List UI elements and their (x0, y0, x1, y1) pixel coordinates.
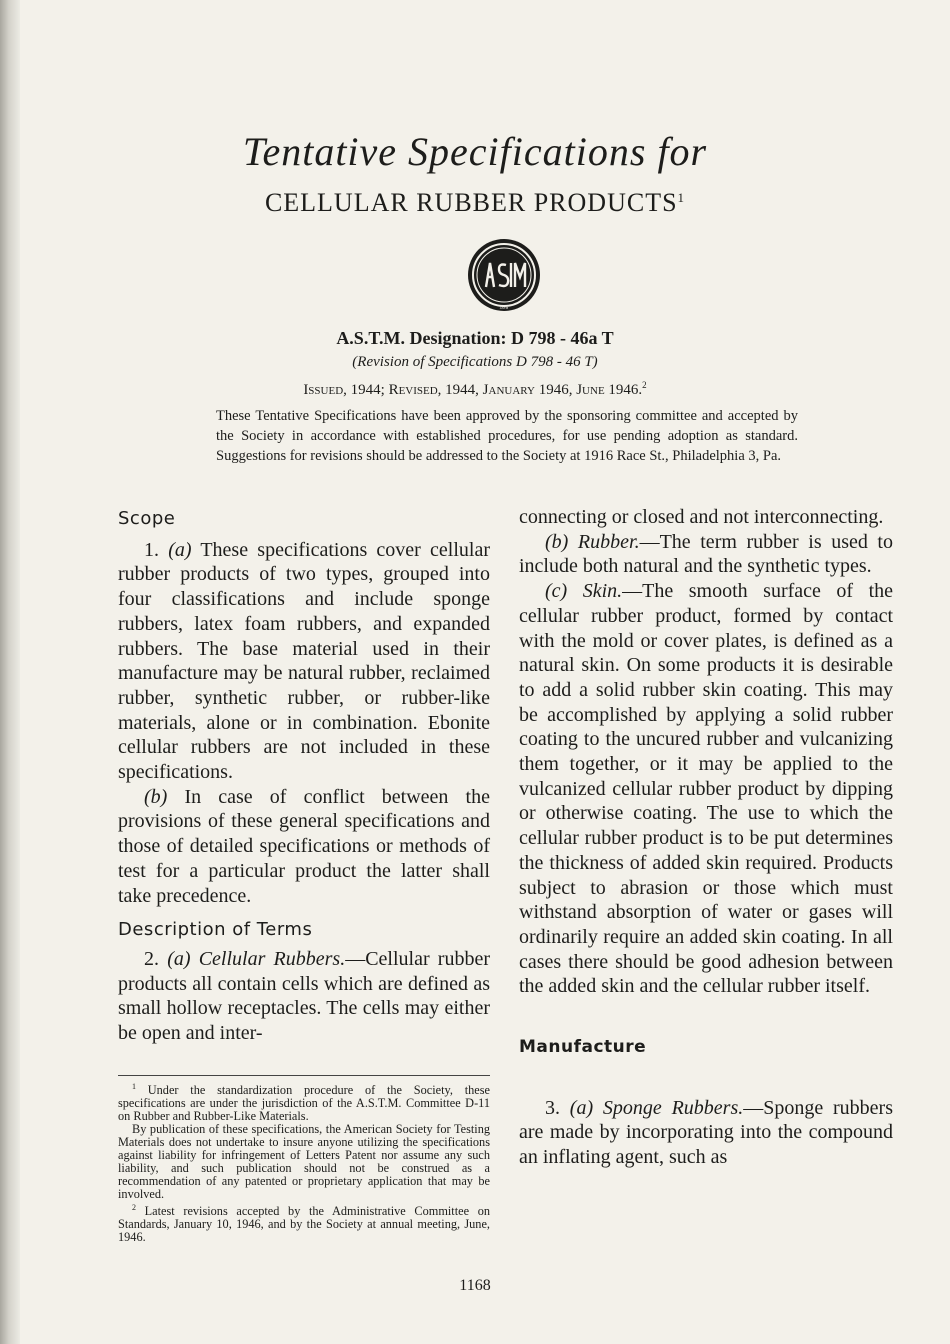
revision-note: (Revision of Specifications D 798 - 46 T) (352, 354, 598, 370)
issue-dates (0, 380, 950, 399)
item-letter: (b) (144, 785, 168, 808)
astm-logo-seal (466, 237, 542, 313)
term-name: Rubber. (568, 530, 640, 553)
scope-paragraph-b (118, 785, 490, 909)
manufacture-paragraph-a (519, 1096, 893, 1170)
section-number: 2. (144, 947, 168, 970)
scope-paragraph-a (118, 538, 490, 785)
paragraph-text: —Cellular rubber products all contain cells which are defined as small hollow receptacles. The cells may either be open and inter- (118, 947, 490, 1045)
footnote-mark: 1 (132, 1082, 136, 1091)
left-column (118, 507, 490, 1046)
footnote-2 (118, 1201, 490, 1244)
logo-text: ASTM (499, 306, 509, 310)
paragraph-text: These specifications cover cellular rubber products of two types, grouped into four classifications and include sponge rubbers, latex foam rubbers, and expanded rubbers. The base material used in their manufacture may be natural rubber, reclaimed rubber, synthetic rubber, or rubber-like materials, alone or in combination. Ebonite cellular rubbers are not included in these specifications. (118, 538, 490, 784)
terms-paragraph-a-continued: connecting or closed and not interconnecting. (519, 506, 884, 528)
right-column (519, 505, 893, 1170)
terms-heading: Description of Terms (118, 919, 313, 941)
subtitle-footnote-mark: 1 (677, 190, 686, 205)
footnote-1 (118, 1080, 490, 1123)
item-letter: (b) (545, 530, 569, 553)
item-letter: (a) (569, 1096, 594, 1119)
terms-paragraph-c (519, 579, 893, 999)
footnote-text: Latest revisions accepted by the Administrative Committee on Standards, January 10, 1946, and by the Society at annual meeting, June, 1946. (118, 1204, 490, 1245)
term-name: Cellular Rubbers. (190, 947, 346, 970)
astm-designation: A.S.T.M. Designation: D 798 - 46a T (336, 328, 614, 348)
issue-dates-text: Issued, 1944; Revised, 1944, January 1946, June 1946. (303, 382, 643, 398)
document-title: Tentative Specifications for (242, 129, 708, 174)
terms-paragraph-b (519, 530, 893, 579)
paragraph-text: —Sponge rubbers are made by incorporating into the compound an inflating agent, such as (519, 1096, 893, 1169)
term-name: Sponge Rubbers. (593, 1096, 744, 1119)
item-letter: (a) (168, 538, 192, 561)
scope-heading: Scope (118, 508, 176, 529)
subtitle-text: CELLULAR RUBBER PRODUCTS (264, 188, 678, 217)
paragraph-text: —The smooth surface of the cellular rubber product, formed by contact with the mold or cover plates, is defined as a natural skin. On some products it is desirable to add a solid rubber skin coating. This may be accomplished by applying a solid rubber coating to the uncured rubber and vulcanizing them together, or it may be applied to the vulcanized cellular rubber product by dipping or otherwise coating. The use to which the cellular rubber product is to be put determines the thickness of added skin required. Products subject to abrasion or those which must withstand absorption of water or gases will ordinarily require an added skin coating. In all cases there should be good adhesion between the added skin and the cellular rubber itself. (519, 580, 893, 998)
item-letter: (a) (167, 947, 191, 970)
footnote-1-continued (118, 1123, 490, 1201)
document-subtitle (0, 188, 950, 218)
manufacture-heading: Manufacture (519, 1037, 647, 1058)
page-number: 1168 (459, 1277, 491, 1294)
footnote-text: By publication of these specifications, the American Society for Testing Materials does not undertake to insure anyone utilizing the specifications against liability for infringement of Letters Patent nor assume any such liability, and such publication should not be construed as a recommendation of any patented or proprietary application that may be involved. (118, 1122, 490, 1202)
item-letter: (c) (545, 580, 568, 603)
term-name: Skin. (567, 580, 623, 603)
section-number: 1. (144, 538, 169, 561)
footnote-text: Under the standardization procedure of the Society, these specifications are under the jurisdiction of the A.S.T.M. Committee D-11 on Rubber and Rubber-Like Materials. (118, 1083, 490, 1124)
paragraph-text: —The term rubber is used to include both natural and the synthetic types. (519, 530, 893, 578)
approval-notice: These Tentative Specifications have been approved by the sponsoring committee and accepted by the Society in accordance with established procedures, for use pending adoption as standard. Suggestions for revisions should be addressed to the Society at 1916 Race St., Philadelphia 3, Pa. (216, 408, 798, 464)
footnote-mark: 2 (132, 1203, 136, 1213)
paragraph-text: In case of conflict between the provisions of these general specifications and those of detailed specifications or methods of test for a particular product the latter shall take precedence. (118, 785, 490, 907)
section-number: 3. (545, 1096, 570, 1119)
issue-footnote-mark: 2 (642, 380, 647, 390)
footnotes (118, 1075, 490, 1244)
terms-paragraph-a (118, 947, 490, 1046)
